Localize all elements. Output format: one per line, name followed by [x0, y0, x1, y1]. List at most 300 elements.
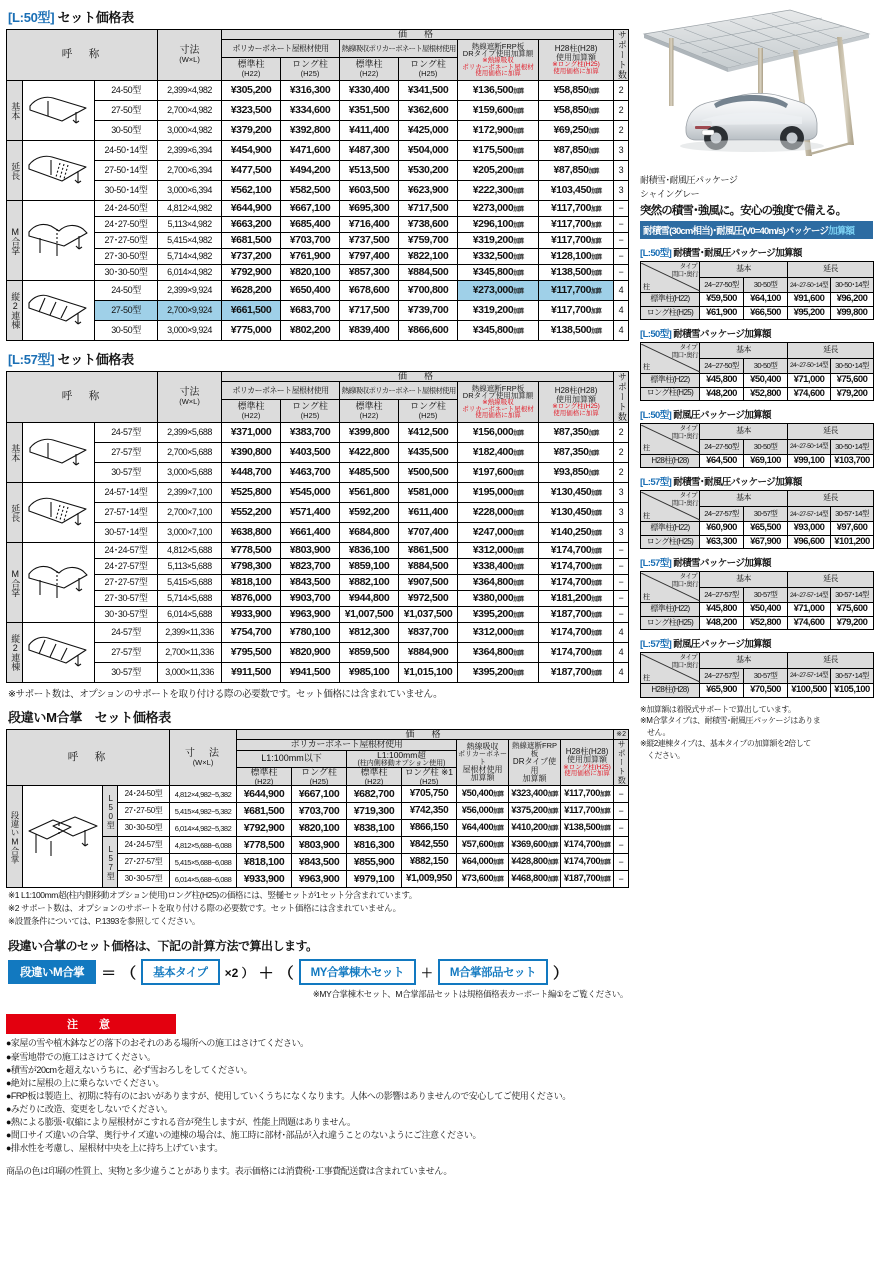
addon-value: ¥67,900 — [744, 535, 788, 548]
row-group-sketch — [23, 786, 103, 888]
header-price-cell: 価 格 — [222, 30, 614, 40]
price-heat-long: ¥500,500 — [399, 463, 458, 483]
header-group-poly: ポリカーボネート屋根材使用 — [222, 40, 340, 57]
addon-frp: ¥410,200加算 — [509, 820, 561, 837]
addon-col-basic: 基本 — [700, 491, 788, 507]
model-name: 24･24-57型 — [118, 837, 170, 854]
addon-frp: ¥375,200加算 — [509, 803, 561, 820]
addon-row-label: ロング柱(H25) — [641, 535, 700, 548]
table-row — [7, 463, 629, 483]
support-count: − — [614, 837, 629, 854]
dimensions: 6,014×5,688 — [158, 607, 222, 623]
addon-table-code: [L:57型] — [640, 558, 672, 570]
price-poly-standard: ¥562,100 — [222, 181, 281, 201]
addon-frp: ¥197,600加算 — [458, 463, 539, 483]
model-name: 27･30-50型 — [95, 249, 158, 265]
table-row — [7, 141, 629, 161]
price-poly-standard: ¥644,900 — [222, 201, 281, 217]
notes-table3 — [6, 889, 634, 927]
model-name: 30-57･14型 — [95, 523, 158, 543]
model-name: 27･27-50型 — [118, 803, 170, 820]
dimensions: 4,812×4,982 — [158, 201, 222, 217]
price-heat-standard: ¥695,300 — [340, 201, 399, 217]
addon-col-model: 30-57･14型 — [831, 507, 874, 522]
model-name: 30-50･14型 — [95, 181, 158, 201]
price-l1-under-standard: ¥792,900 — [237, 820, 292, 837]
table-row — [7, 121, 629, 141]
addon-frp: ¥395,200加算 — [458, 607, 539, 623]
price-l1-over-standard: ¥682,700 — [347, 786, 402, 803]
addon-col-model: 24~27-57･14型 — [788, 507, 831, 522]
corner-post-label: 柱 — [643, 283, 650, 291]
addon-corner-cell — [641, 572, 700, 603]
model-name: 27･27-50型 — [95, 233, 158, 249]
price-poly-long: ¥334,600 — [281, 101, 340, 121]
price-poly-standard: ¥876,000 — [222, 591, 281, 607]
carport-product-photo — [640, 4, 873, 172]
addon-value: ¥52,800 — [744, 616, 788, 629]
corner-post-label: 柱 — [643, 674, 650, 682]
addon-col-basic: 基本 — [700, 653, 788, 669]
price-heat-standard: ¥684,800 — [340, 523, 399, 543]
dimensions: 5,714×5,688 — [158, 591, 222, 607]
dimensions: 6,014×4,982 — [158, 265, 222, 281]
model-name: 30-57型 — [95, 463, 158, 483]
row-group-label: M合掌 — [7, 543, 23, 623]
formula-heading: 段違い合掌のセット価格は、下記の計算方法で算出します。 — [8, 939, 318, 954]
addon-frp: ¥175,500加算 — [458, 141, 539, 161]
dimensions: 3,000×5,688 — [158, 463, 222, 483]
addon-h28: ¥87,850加算 — [539, 161, 614, 181]
price-poly-standard: ¥798,300 — [222, 559, 281, 575]
addon-tables — [640, 245, 873, 697]
addon-col-model: 24~27-57型 — [700, 588, 744, 603]
addon-value: ¥45,800 — [700, 603, 744, 616]
addon-row-label: 標準柱(H22) — [641, 522, 700, 535]
addon-corner-cell — [641, 343, 700, 374]
row-group-sketch — [23, 281, 95, 341]
corner-type-label: タイプ — [679, 654, 697, 662]
addon-table-code: [L:57型] — [640, 639, 672, 651]
formula-times-two: ×2 ） — [224, 965, 254, 980]
header-col-standard-2: 標準柱 (H22) — [340, 399, 399, 422]
price-poly-long: ¥316,300 — [281, 81, 340, 101]
addon-col-model: 30-50･14型 — [831, 439, 874, 454]
addon-h28: ¥174,700加算 — [539, 543, 614, 559]
price-l1-under-long: ¥667,100 — [292, 786, 347, 803]
addon-col-model: 24~27-50型 — [700, 439, 744, 454]
table-title-l50 — [8, 7, 634, 26]
price-poly-long: ¥823,700 — [281, 559, 340, 575]
addon-heat: ¥64,400加算 — [457, 820, 509, 837]
addon-h28: ¥181,200加算 — [539, 591, 614, 607]
price-heat-long: ¥504,000 — [399, 141, 458, 161]
price-heat-standard: ¥561,800 — [340, 483, 399, 503]
addon-col-model: 24~27-50･14型 — [788, 278, 831, 293]
dimensions: 5,415×4,982 — [158, 233, 222, 249]
table-row — [7, 483, 629, 503]
price-poly-standard: ¥448,700 — [222, 463, 281, 483]
addon-h28: ¥58,850加算 — [539, 81, 614, 101]
caution-item: ●みだりに改造、変更をしないでください。 — [6, 1103, 173, 1114]
price-l1-over-standard: ¥979,100 — [347, 871, 402, 888]
header-sub-l1-under: L1:100mm以下 — [237, 750, 347, 767]
price-l1-under-standard: ¥644,900 — [237, 786, 292, 803]
caution-item: ●積雪が20cmを超えないうちに、必ず雪おろしをしてください。 — [6, 1064, 252, 1075]
addon-frp: ¥380,000加算 — [458, 591, 539, 607]
dimensions: 6,014×5,688~6,088 — [170, 871, 237, 888]
price-heat-long: ¥759,700 — [399, 233, 458, 249]
header-group-frp: 熱線遮断FRP板 DRタイプ使用 加算額 — [509, 740, 561, 786]
price-heat-long: ¥907,500 — [399, 575, 458, 591]
addon-col-model: 24~27-57･14型 — [788, 588, 831, 603]
price-l1-under-long: ¥843,500 — [292, 854, 347, 871]
header-name-cell: 呼 称 — [7, 730, 170, 786]
addon-h28: ¥174,700加算 — [561, 854, 614, 871]
photo-caption-color: シャイングレー — [640, 189, 700, 200]
addon-frp: ¥364,800加算 — [458, 575, 539, 591]
addon-table-code: [L:50型] — [640, 248, 672, 260]
price-heat-long: ¥884,900 — [399, 643, 458, 663]
price-heat-standard: ¥857,300 — [340, 265, 399, 281]
price-heat-long: ¥623,900 — [399, 181, 458, 201]
price-poly-standard: ¥911,500 — [222, 663, 281, 683]
addon-h28: ¥128,100加算 — [539, 249, 614, 265]
price-heat-long: ¥611,400 — [399, 503, 458, 523]
price-l1-over-long: ¥742,350 — [402, 803, 457, 820]
right-lead-text: 突然の積雪･強風に。安心の強度で備える。 — [640, 205, 847, 218]
addon-frp: ¥312,000加算 — [458, 623, 539, 643]
addon-heat: ¥73,600加算 — [457, 871, 509, 888]
addon-frp: ¥247,000加算 — [458, 523, 539, 543]
model-name: 24･27-50型 — [95, 217, 158, 233]
addon-col-extended: 延長 — [788, 653, 874, 669]
dimensions: 2,399×6,394 — [158, 141, 222, 161]
model-name: 30･30-50型 — [118, 820, 170, 837]
addon-value: ¥96,600 — [788, 535, 831, 548]
header-support-cell: サポート数 — [614, 372, 629, 423]
corner-post-label: 柱 — [643, 512, 650, 520]
dimensions: 3,000×9,924 — [158, 321, 222, 341]
right-footnote-item: ※加算額は着脱式サポートで算出しています。 — [640, 704, 796, 714]
header-group-frp: 熱線遮断FRP板 DRタイプ使用加算額 ※熱線吸収 ポリカーボネート屋根材 使用価格に加算 — [458, 382, 539, 423]
addon-frp: ¥338,400加算 — [458, 559, 539, 575]
price-heat-long: ¥822,100 — [399, 249, 458, 265]
table-title-code: [L:57型] — [8, 352, 55, 367]
table-row — [7, 543, 629, 559]
addon-table — [640, 261, 874, 320]
addon-h28: ¥58,850加算 — [539, 101, 614, 121]
table-row — [7, 249, 629, 265]
price-poly-standard: ¥305,200 — [222, 81, 281, 101]
corner-type-label: タイプ — [679, 492, 697, 500]
dimensions: 3,000×4,982 — [158, 121, 222, 141]
support-count: 3 — [614, 161, 629, 181]
model-name: 24-50型 — [95, 81, 158, 101]
table-row — [7, 559, 629, 575]
support-count: − — [614, 217, 629, 233]
support-count: 2 — [614, 443, 629, 463]
caution-item: ●熱による膨張･収縮により屋根材がこすれる音が発生しますが、性能上問題はありません。 — [6, 1116, 356, 1127]
price-poly-standard: ¥737,200 — [222, 249, 281, 265]
addon-frp: ¥364,800加算 — [458, 643, 539, 663]
table-title-dan: 段違いM合掌 セット価格表 — [8, 710, 171, 725]
addon-col-model: 24~27-50･14型 — [788, 358, 831, 373]
table-row — [7, 643, 629, 663]
addon-corner-cell — [641, 424, 700, 455]
addon-col-model: 24~27-57型 — [700, 507, 744, 522]
addon-value: ¥45,800 — [700, 374, 744, 387]
price-heat-standard: ¥836,100 — [340, 543, 399, 559]
table-row — [7, 265, 629, 281]
price-poly-standard: ¥371,000 — [222, 423, 281, 443]
price-heat-long: ¥861,500 — [399, 543, 458, 559]
addon-h28: ¥138,500加算 — [561, 820, 614, 837]
addon-h28: ¥93,850加算 — [539, 463, 614, 483]
addon-value: ¥99,100 — [788, 455, 831, 468]
addon-row-label: ロング柱(H25) — [641, 616, 700, 629]
addon-h28: ¥174,700加算 — [539, 559, 614, 575]
price-l1-under-standard: ¥818,100 — [237, 854, 292, 871]
formula-plus-2: ＋ — [420, 965, 433, 980]
price-l1-under-long: ¥963,900 — [292, 871, 347, 888]
addon-value: ¥50,400 — [744, 374, 788, 387]
addon-frp: ¥156,000加算 — [458, 423, 539, 443]
price-heat-long: ¥972,500 — [399, 591, 458, 607]
addon-row — [641, 684, 874, 697]
dimensions: 5,113×5,688 — [158, 559, 222, 575]
price-heat-standard: ¥859,500 — [340, 643, 399, 663]
addon-frp: ¥296,100加算 — [458, 217, 539, 233]
formula-term-parts-set: M合掌部品セット — [438, 959, 548, 985]
addon-h28: ¥87,350加算 — [539, 443, 614, 463]
addon-corner-cell — [641, 262, 700, 293]
price-poly-long: ¥903,700 — [281, 591, 340, 607]
addon-col-model: 24~27-57型 — [700, 669, 744, 684]
dimensions: 3,000×6,394 — [158, 181, 222, 201]
price-table-l50 — [6, 29, 629, 341]
right-footnotes — [640, 704, 873, 762]
price-heat-standard: ¥716,400 — [340, 217, 399, 233]
addon-frp: ¥345,800加算 — [458, 321, 539, 341]
addon-h28: ¥174,700加算 — [561, 837, 614, 854]
addon-h28: ¥174,700加算 — [539, 575, 614, 591]
left-column — [6, 4, 634, 1177]
header-col-standard-1: 標準柱 (H22) — [222, 57, 281, 80]
support-count: 4 — [614, 281, 629, 301]
addon-value: ¥50,400 — [744, 603, 788, 616]
addon-col-model: 24~27-50型 — [700, 358, 744, 373]
support-count: 3 — [614, 503, 629, 523]
addon-row — [641, 535, 874, 548]
addon-table-title — [640, 326, 873, 340]
addon-value: ¥95,200 — [788, 306, 831, 319]
dimensions: 2,399×11,336 — [158, 623, 222, 643]
row-group-label: 縦2連棟 — [7, 281, 23, 341]
caution-item: ●絶対に屋根の上に乗らないでください。 — [6, 1077, 164, 1088]
addon-col-model: 30-57･14型 — [831, 669, 874, 684]
row-group-sketch — [23, 81, 95, 141]
addon-value: ¥63,300 — [700, 535, 744, 548]
addon-value: ¥65,900 — [700, 684, 744, 697]
price-heat-standard: ¥351,500 — [340, 101, 399, 121]
header-group-h28: H28柱(H28) 使用加算額 ※ロング柱(H25) 使用価格に加算 — [539, 40, 614, 81]
price-l1-over-long: ¥842,550 — [402, 837, 457, 854]
price-poly-long: ¥761,900 — [281, 249, 340, 265]
price-poly-standard: ¥390,800 — [222, 443, 281, 463]
header-group-h28: H28柱(H28) 使用加算額 ※ロング柱(H25) 使用価格に加算 — [561, 740, 614, 786]
addon-value: ¥48,200 — [700, 616, 744, 629]
support-count: − — [614, 871, 629, 888]
right-footnote-item: せん。 — [647, 727, 670, 737]
header-size-cell: 寸法 (W×L) — [158, 30, 222, 81]
support-count: − — [614, 543, 629, 559]
support-count: − — [614, 233, 629, 249]
support-count: − — [614, 575, 629, 591]
model-name: 30-50型 — [95, 121, 158, 141]
addon-row — [641, 306, 874, 319]
package-bar-tail: 加算額 — [828, 226, 855, 238]
price-l1-under-standard: ¥681,500 — [237, 803, 292, 820]
price-poly-long: ¥963,900 — [281, 607, 340, 623]
row-group-label: 縦2連棟 — [7, 623, 23, 683]
price-heat-long: ¥362,600 — [399, 101, 458, 121]
dimensions: 2,700×11,336 — [158, 643, 222, 663]
price-l1-over-long: ¥1,009,950 — [402, 871, 457, 888]
price-heat-long: ¥412,500 — [399, 423, 458, 443]
addon-table-label: 耐積雪パッケージ加算額 — [673, 329, 771, 341]
addon-table — [640, 423, 874, 468]
price-heat-long: ¥700,800 — [399, 281, 458, 301]
price-poly-long: ¥545,000 — [281, 483, 340, 503]
model-name: 24･24-50型 — [118, 786, 170, 803]
addon-value: ¥100,500 — [788, 684, 831, 697]
addon-frp: ¥468,800加算 — [509, 871, 561, 888]
addon-row-label: ロング柱(H25) — [641, 387, 700, 400]
dimensions: 4,812×5,688 — [158, 543, 222, 559]
row-group-label: M合掌 — [7, 201, 23, 281]
price-poly-standard: ¥477,500 — [222, 161, 281, 181]
addon-frp: ¥273,000加算 — [458, 201, 539, 217]
price-poly-long: ¥820,100 — [281, 265, 340, 281]
support-count: 2 — [614, 101, 629, 121]
price-l1-over-long: ¥705,750 — [402, 786, 457, 803]
addon-col-extended: 延長 — [788, 491, 874, 507]
header-name-cell: 呼 称 — [7, 372, 158, 423]
price-heat-long: ¥739,700 — [399, 301, 458, 321]
addon-value: ¥64,100 — [744, 293, 788, 306]
addon-frp: ¥195,000加算 — [458, 483, 539, 503]
row-group-label: 延長 — [7, 483, 23, 543]
addon-value: ¥60,900 — [700, 522, 744, 535]
price-heat-standard: ¥399,800 — [340, 423, 399, 443]
price-heat-standard: ¥985,100 — [340, 663, 399, 683]
right-footnote-item: ください。 — [647, 751, 685, 761]
model-name: 24-57･14型 — [95, 483, 158, 503]
price-heat-long: ¥425,000 — [399, 121, 458, 141]
addon-value: ¥105,100 — [831, 684, 874, 697]
addon-table-code: [L:50型] — [640, 329, 672, 341]
price-poly-standard: ¥663,200 — [222, 217, 281, 233]
row-group-label: 段違いM合掌 — [7, 786, 23, 888]
table-row — [7, 443, 629, 463]
row-group-sketch — [23, 141, 95, 201]
header-group-heatabsorb: 熱線吸収ポリカーボネート屋根材使用 — [340, 382, 458, 399]
addon-frp: ¥323,400加算 — [509, 786, 561, 803]
dimensions: 2,700×5,688 — [158, 443, 222, 463]
price-poly-standard: ¥454,900 — [222, 141, 281, 161]
addon-h28: ¥140,250加算 — [539, 523, 614, 543]
dimensions: 3,000×11,336 — [158, 663, 222, 683]
header-col-long-1: ロング柱 (H25) — [281, 57, 340, 80]
addon-h28: ¥187,700加算 — [539, 663, 614, 683]
header-col-standard-1: 標準柱 (H22) — [222, 399, 281, 422]
price-poly-standard: ¥638,800 — [222, 523, 281, 543]
addon-h28: ¥174,700加算 — [539, 623, 614, 643]
header-group-frp: 熱線遮断FRP板 DRタイプ使用加算額 ※熱線吸収 ポリカーボネート屋根材 使用価格に加算 — [458, 40, 539, 81]
table-title-code: [L:50型] — [8, 10, 55, 25]
corner-span-label: 間口･奥行 — [671, 433, 698, 441]
row-group-sketch — [23, 423, 95, 483]
addon-col-model: 30-50型 — [744, 358, 788, 373]
dimensions: 2,700×4,982 — [158, 101, 222, 121]
header-col-long-1: ロング柱 (H25) — [292, 768, 347, 786]
table-title-text: セット価格表 — [57, 352, 134, 367]
addon-col-model: 30-50･14型 — [831, 278, 874, 293]
price-poly-standard: ¥754,700 — [222, 623, 281, 643]
addon-frp: ¥319,200加算 — [458, 233, 539, 249]
addon-corner-cell — [641, 491, 700, 522]
table-row — [7, 101, 629, 121]
section-label: L50型 — [103, 786, 118, 837]
addon-table-label: 耐積雪･耐風圧パッケージ加算額 — [673, 248, 802, 260]
row-group-sketch — [23, 201, 95, 281]
table-row — [7, 575, 629, 591]
price-poly-long: ¥802,200 — [281, 321, 340, 341]
carport-illustration — [640, 4, 873, 172]
price-poly-standard: ¥933,900 — [222, 607, 281, 623]
addon-value: ¥91,600 — [788, 293, 831, 306]
price-poly-long: ¥703,700 — [281, 233, 340, 249]
table-row — [7, 623, 629, 643]
price-heat-standard: ¥411,400 — [340, 121, 399, 141]
formula-row — [8, 959, 634, 985]
header-group-poly: ポリカーボネート屋根材使用 — [237, 740, 457, 750]
addon-row — [641, 293, 874, 306]
row-group-sketch — [23, 483, 95, 543]
addon-col-model: 24~27-57･14型 — [788, 669, 831, 684]
addon-h28: ¥117,700加算 — [561, 803, 614, 820]
addon-row — [641, 616, 874, 629]
addon-value: ¥70,500 — [744, 684, 788, 697]
header-support-cell: サポート数 — [614, 30, 629, 81]
addon-row — [641, 387, 874, 400]
price-heat-long: ¥530,200 — [399, 161, 458, 181]
price-poly-long: ¥780,100 — [281, 623, 340, 643]
header-size-cell: 寸 法 (W×L) — [170, 730, 237, 786]
right-footnote-item: ※M合掌タイプは、耐積雪･耐風圧パッケージはありま — [640, 716, 821, 726]
addon-table-title — [640, 245, 873, 259]
support-count: 2 — [614, 121, 629, 141]
model-name: 27-50型 — [95, 101, 158, 121]
addon-frp: ¥159,600加算 — [458, 101, 539, 121]
header-star2: ※2 — [614, 730, 629, 740]
model-name: 27-57型 — [95, 443, 158, 463]
addon-h28: ¥87,850加算 — [539, 141, 614, 161]
price-heat-long: ¥435,500 — [399, 443, 458, 463]
addon-table-label: 耐積雪パッケージ加算額 — [673, 558, 771, 570]
price-heat-long: ¥1,037,500 — [399, 607, 458, 623]
